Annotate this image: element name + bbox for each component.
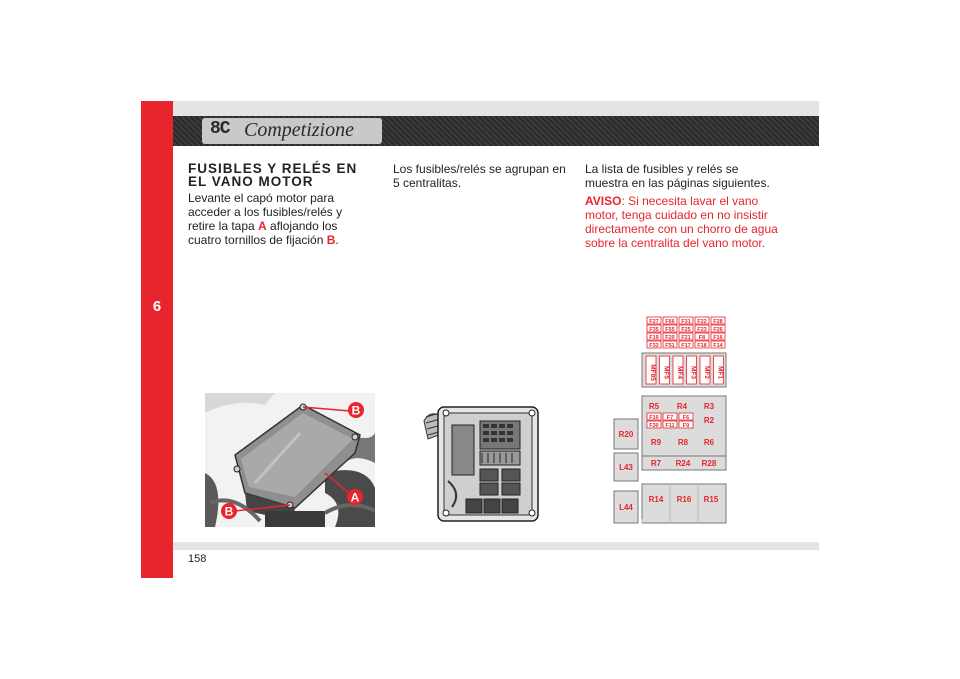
fuse-label: F16 (713, 334, 723, 341)
logo-part2: Competizione (244, 119, 354, 141)
small-fuse-label: F9 (682, 422, 690, 429)
intro-paragraph (188, 191, 368, 247)
fuse-label: F66 (665, 318, 675, 325)
callout-a: A (350, 490, 360, 505)
fuse-label: F23 (697, 326, 707, 333)
warning-text: : Si necesita lavar el vano motor, tenga cuidado en no insistir directamente con un chorro de agua sobre la centralita del vano motor. (585, 194, 778, 250)
small-fuse-label: F10 (649, 414, 659, 421)
fuse-label: F27 (649, 318, 659, 325)
relay-r7: R7 (650, 459, 662, 468)
fuse-label: F25 (681, 326, 691, 333)
fuse-label: F51 (665, 342, 675, 349)
page-number: 158 (188, 553, 207, 565)
fuse-label: F31 (681, 318, 691, 325)
fuse-label: F55 (665, 326, 675, 333)
relay-r28: R28 (701, 459, 717, 468)
centralitas-paragraph: Los fusibles/relés se agrupan en 5 centralitas. (393, 162, 566, 190)
relay-r14: R14 (648, 495, 664, 504)
callout-b-top: B (351, 403, 361, 418)
relay-r24: R24 (675, 459, 691, 468)
relay-r6: R6 (703, 438, 715, 447)
fuse-label: F21 (681, 334, 691, 341)
fuse-label: F20 (665, 334, 675, 341)
megafuse-label: MF1 (716, 366, 724, 379)
fusebox-open-figure (422, 403, 542, 525)
relay-r20: R20 (618, 430, 634, 439)
fusebox-layout-diagram (612, 311, 732, 525)
chapter-number: 6 (152, 298, 162, 315)
fuse-label: F22 (697, 318, 707, 325)
fuse-grid (647, 317, 725, 349)
fuse-label: F33 (649, 342, 659, 349)
text-c: . (335, 233, 339, 247)
small-fuse-group (647, 413, 693, 429)
relay-r3: R3 (703, 402, 715, 411)
relay-l43: L43 (619, 463, 633, 472)
megafuse-label: MF2 (703, 366, 710, 379)
column-2 (393, 162, 573, 190)
chapter-tab (141, 101, 173, 578)
top-bar (173, 101, 819, 116)
engine-cover-figure (205, 393, 375, 527)
relay-l44: L44 (619, 503, 633, 512)
megafuse-label: MF5 (662, 366, 670, 379)
fuse-label: F26 (713, 326, 723, 333)
fuse-label: F19 (649, 334, 659, 341)
brand-logo (202, 118, 382, 144)
small-fuse-label: F30 (649, 422, 659, 429)
relay-r15: R15 (703, 495, 719, 504)
text-a: Levante el capó motor para acceder a los fusibles/relés y retire la tapa (188, 191, 343, 233)
small-fuse-label: F11 (665, 422, 675, 429)
fuse-label: F35 (649, 326, 659, 333)
megafuse-label: MF85 (649, 364, 656, 381)
mark-a: A (258, 219, 267, 233)
small-fuse-label: F6 (682, 414, 690, 421)
bottom-bar (173, 542, 819, 550)
relay-r4: R4 (676, 402, 688, 411)
column-3 (585, 162, 785, 250)
megafuse-label: MF4 (676, 366, 683, 379)
column-1 (188, 162, 368, 247)
list-paragraph: La lista de fusibles y relés se muestra en las páginas siguientes. (585, 162, 770, 190)
relay-r16: R16 (676, 495, 692, 504)
fuse-label: F28 (713, 318, 723, 325)
relay-r9: R9 (650, 438, 662, 447)
callout-b-bottom: B (224, 504, 234, 519)
relay-r5: R5 (648, 402, 660, 411)
section-title: FUSIBLES Y RELÉS EN EL VANO MOTOR (188, 161, 358, 189)
mark-b: B (326, 233, 336, 247)
text-b: aflojando los cuatro tornillos de fijación (188, 219, 338, 247)
relay-r8: R8 (677, 438, 689, 447)
fuse-label: F14 (713, 342, 723, 349)
relay-r2: R2 (703, 416, 715, 425)
fuse-label: F17 (681, 342, 691, 349)
fuse-label: F18 (697, 342, 707, 349)
fuse-label: F8 (698, 334, 706, 341)
megafuse-label: MF3 (689, 366, 697, 379)
small-fuse-label: F7 (666, 414, 674, 421)
logo-part1: 8C (210, 119, 230, 139)
warning-paragraph (585, 194, 785, 250)
warning-label: AVISO (585, 194, 622, 208)
